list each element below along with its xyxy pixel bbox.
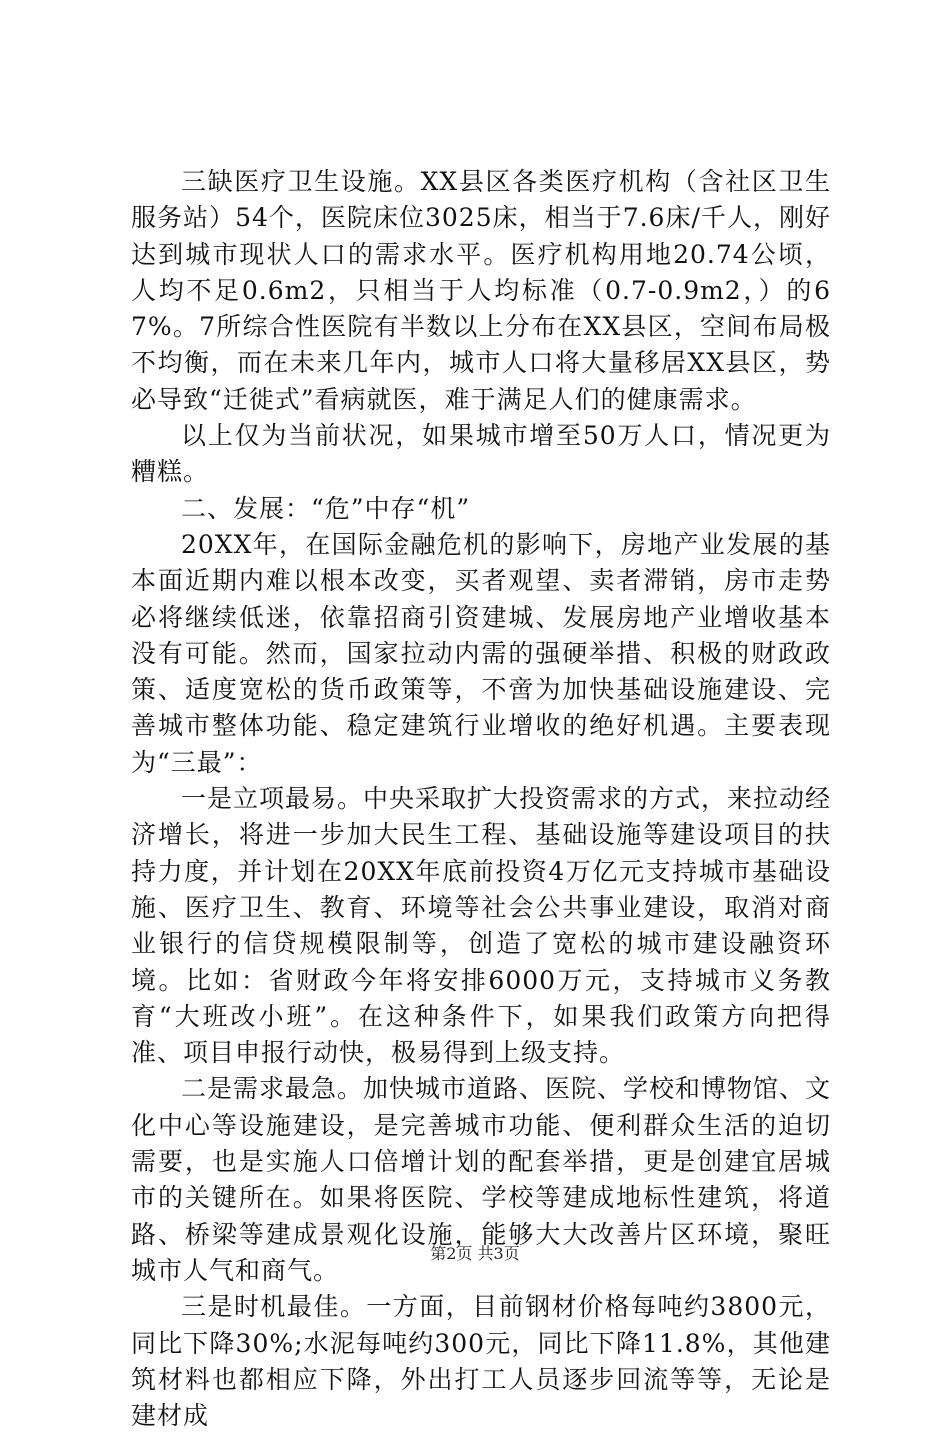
- page-number-footer: 第2页 共3页: [430, 1244, 520, 1263]
- paragraph-current-status: 以上仅为当前状况，如果城市增至50万人口，情况更为糟糕。: [131, 421, 831, 487]
- paragraph-demand-urgency: 二是需求最急。加快城市道路、医院、学校和博物馆、文化中心等设施建设，是完善城市功能、便利群众生活的迫切需要，也是实施人口倍增计划的配套举措，更是创建宜居城市的关键所在。如果将医院、学校等建成地标性建筑，将道路、桥梁等建成景观化设施，能够大大改善片区环境，聚旺城市人气和商气。: [131, 1074, 832, 1285]
- paragraph-project-approval: 一是立项最易。中央采取扩大投资需求的方式，来拉动经济增长，将进一步加大民生工程、基础设施等建设项目的扶持力度，并计划在20XX年底前投资4万亿元支持城市基础设施、医疗卫生、教育、环境等社会公共事业建设，取消对商业银行的信贷规模限制等，创造了宽松的城市建设融资环境。比如：省财政今年将安排6000万元，支持城市义务教育“大班改小班”。在这种条件下，如果我们政策方向把得准、项目申报行动快，极易得到上级支持。: [131, 784, 832, 1068]
- paragraph-medical-facilities: 三缺医疗卫生设施。XX县区各类医疗机构（含社区卫生服务站）54个，医院床位3025床，相当于7.6床/千人，刚好达到城市现状人口的需求水平。医疗机构用地20.74公顷，人均不足0.6m2，只相当于人均标准（0.7-0.9m2，）的67%。7所综合性医院有半数以上分布在XX县区，空间布局极不均衡，而在未来几年内，城市人口将大量移居XX县区，势必导致“迁徙式”看病就医，难于满足人们的健康需求。: [131, 167, 831, 414]
- paragraph-financial-crisis: 20XX年，在国际金融危机的影响下，房地产业发展的基本面近期内难以根本改变，买者观望、卖者滞销，房市走势必将继续低迷，依靠招商引资建城、发展房地产业增收基本没有可能。然而，国家拉动内需的强硬举措、积极的财政政策、适度宽松的货币政策等，不啻为加快基础设施建设、完善城市整体功能、稳定建筑行业增收的绝好机遇。主要表现为“三最”：: [131, 529, 831, 777]
- section-heading-development: 二、发展：“危”中存“机”: [181, 493, 471, 523]
- paragraph-best-timing: 三是时机最佳。一方面，目前钢材价格每吨约3800元，同比下降30%;水泥每吨约300元，同比下降11.8%，其他建筑材料也都相应下降，外出打工人员逐步回流等等，无论是建材成: [131, 1292, 831, 1431]
